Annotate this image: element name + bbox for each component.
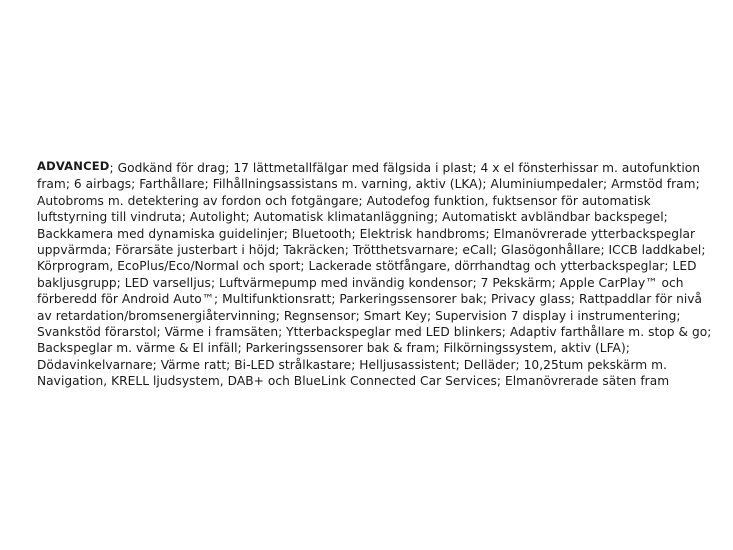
equipment-specification [37,158,717,390]
trim-name: ADVANCED [37,159,110,173]
feature-list: ; Godkänd för drag; 17 lättmetallfälgar med fälgsida i plast; 4 x el fönsterhissar m. autofunktion fram; 6 airbags; Farthållare; Filhållningsassistans m. varning, aktiv (LKA); Aluminiumpedaler; Armstöd fram; Autobroms m. detektering av fordon och fotgängare; Autodefog funktion, fuktsensor för automatisk luftstyrning till vindruta; Autolight; Automatisk klimatanläggning; Automatiskt avbländbar backspegel; Backkamera med dynamiska guidelinjer; Bluetooth; Elektrisk handbroms; Elmanövrerade ytterbackspeglar uppvärmda; Förarsäte justerbart i höjd; Takräcken; Trötthetsvarnare; eCall; Glasögonhållare; ICCB laddkabel; Körprogram, EcoPlus/Eco/Normal och sport; Lackerade stötfångare, dörrhandtag och ytterbackspeglar; LED bakljusgrupp; LED varselljus; Luftvärmepump med invändig kondensor; 7 Pekskärm; Apple CarPlay™ och förberedd för Android Auto™; Multifunktionsratt; Parkeringssensorer bak; Privacy glass; Rattpaddlar för nivå av retardation/bromsenergiåtervinning; Regnsensor; Smart Key; Supervision 7 display i instrumentering; Svankstöd förarstol; Värme i framsäten; Ytterbackspeglar med LED blinkers; Adaptiv farthållare m. stop & go; Backspeglar m. värme & El infäll; Parkeringssensorer bak & fram; Filkörningssystem, aktiv (LFA); Dödavinkelvarnare; Värme ratt; Bi-LED strålkastare; Helljusassistent; Delläder; 10,25tum pekskärm m. Navigation, KRELL ljudsystem, DAB+ och BlueLink Connected Car Services; Elmanövrerade säten fram [37,161,712,389]
